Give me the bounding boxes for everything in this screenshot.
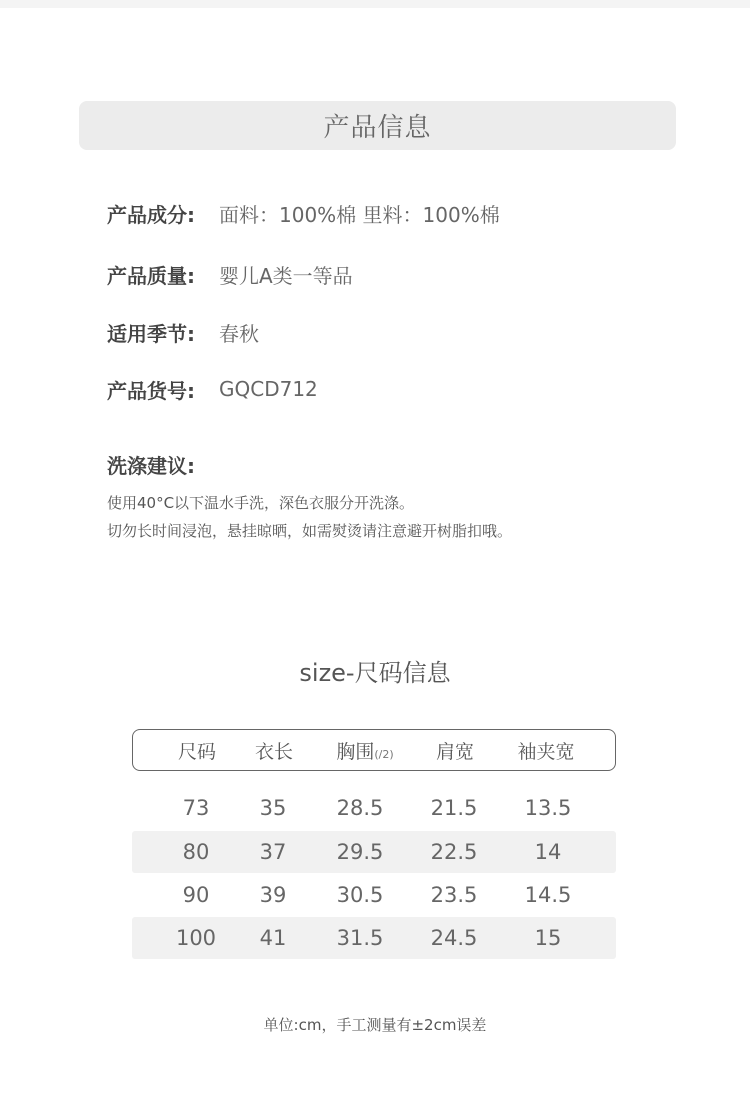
table-cell: 39 — [259, 883, 287, 907]
info-label: 适用季节: — [107, 321, 195, 346]
size-table-header — [132, 729, 616, 771]
table-cell: 13.5 — [524, 796, 572, 820]
table-cell: 28.5 — [336, 796, 384, 820]
info-row-composition — [107, 195, 500, 231]
header-chest-suffix: (/2) — [374, 748, 394, 761]
table-row — [132, 874, 616, 916]
info-row-item-number — [107, 371, 318, 407]
info-value: 面料：100%棉 里料：100%棉 — [219, 202, 500, 227]
table-cell: 41 — [259, 926, 287, 950]
table-cell: 22.5 — [430, 840, 478, 864]
table-row — [132, 917, 616, 959]
header-chest — [336, 737, 393, 764]
info-value: GQCD712 — [219, 377, 318, 401]
table-cell: 14 — [534, 840, 562, 864]
info-label: 产品质量: — [107, 263, 195, 288]
info-label: 产品成分: — [107, 202, 195, 227]
table-cell: 90 — [182, 883, 210, 907]
table-cell: 30.5 — [336, 883, 384, 907]
header-armhole: 袖夹宽 — [517, 741, 575, 763]
table-cell: 31.5 — [336, 926, 384, 950]
table-cell: 35 — [259, 796, 287, 820]
header-shoulder: 肩宽 — [435, 741, 475, 763]
section-title: 产品信息 — [323, 113, 432, 143]
info-value: 春秋 — [219, 321, 259, 346]
measurement-note: 单位:cm，手工测量有±2cm误差 — [263, 1016, 487, 1034]
header-size: 尺码 — [177, 741, 217, 763]
table-cell: 37 — [259, 840, 287, 864]
wash-title: 洗涤建议: — [107, 454, 195, 478]
wash-line: 使用40°C以下温水手洗，深色衣服分开洗涤。 — [107, 494, 415, 512]
table-cell: 73 — [182, 796, 210, 820]
table-cell: 29.5 — [336, 840, 384, 864]
table-row — [132, 831, 616, 873]
section-header — [79, 101, 676, 150]
header-length: 衣长 — [254, 741, 294, 763]
table-cell: 24.5 — [430, 926, 478, 950]
table-cell: 15 — [534, 926, 562, 950]
info-label: 产品货号: — [107, 378, 195, 403]
wash-line: 切勿长时间浸泡，悬挂晾晒，如需熨烫请注意避开树脂扣哦。 — [107, 522, 513, 540]
size-title: size-尺码信息 — [299, 659, 451, 687]
header-chest-label: 胸围 — [336, 741, 375, 763]
table-cell: 21.5 — [430, 796, 478, 820]
info-row-quality — [107, 256, 353, 292]
top-divider — [0, 0, 750, 8]
table-row — [132, 787, 616, 829]
table-cell: 23.5 — [430, 883, 478, 907]
table-cell: 100 — [175, 926, 217, 950]
table-cell: 14.5 — [524, 883, 572, 907]
info-value: 婴儿A类一等品 — [219, 263, 353, 288]
info-row-season — [107, 314, 259, 350]
table-cell: 80 — [182, 840, 210, 864]
